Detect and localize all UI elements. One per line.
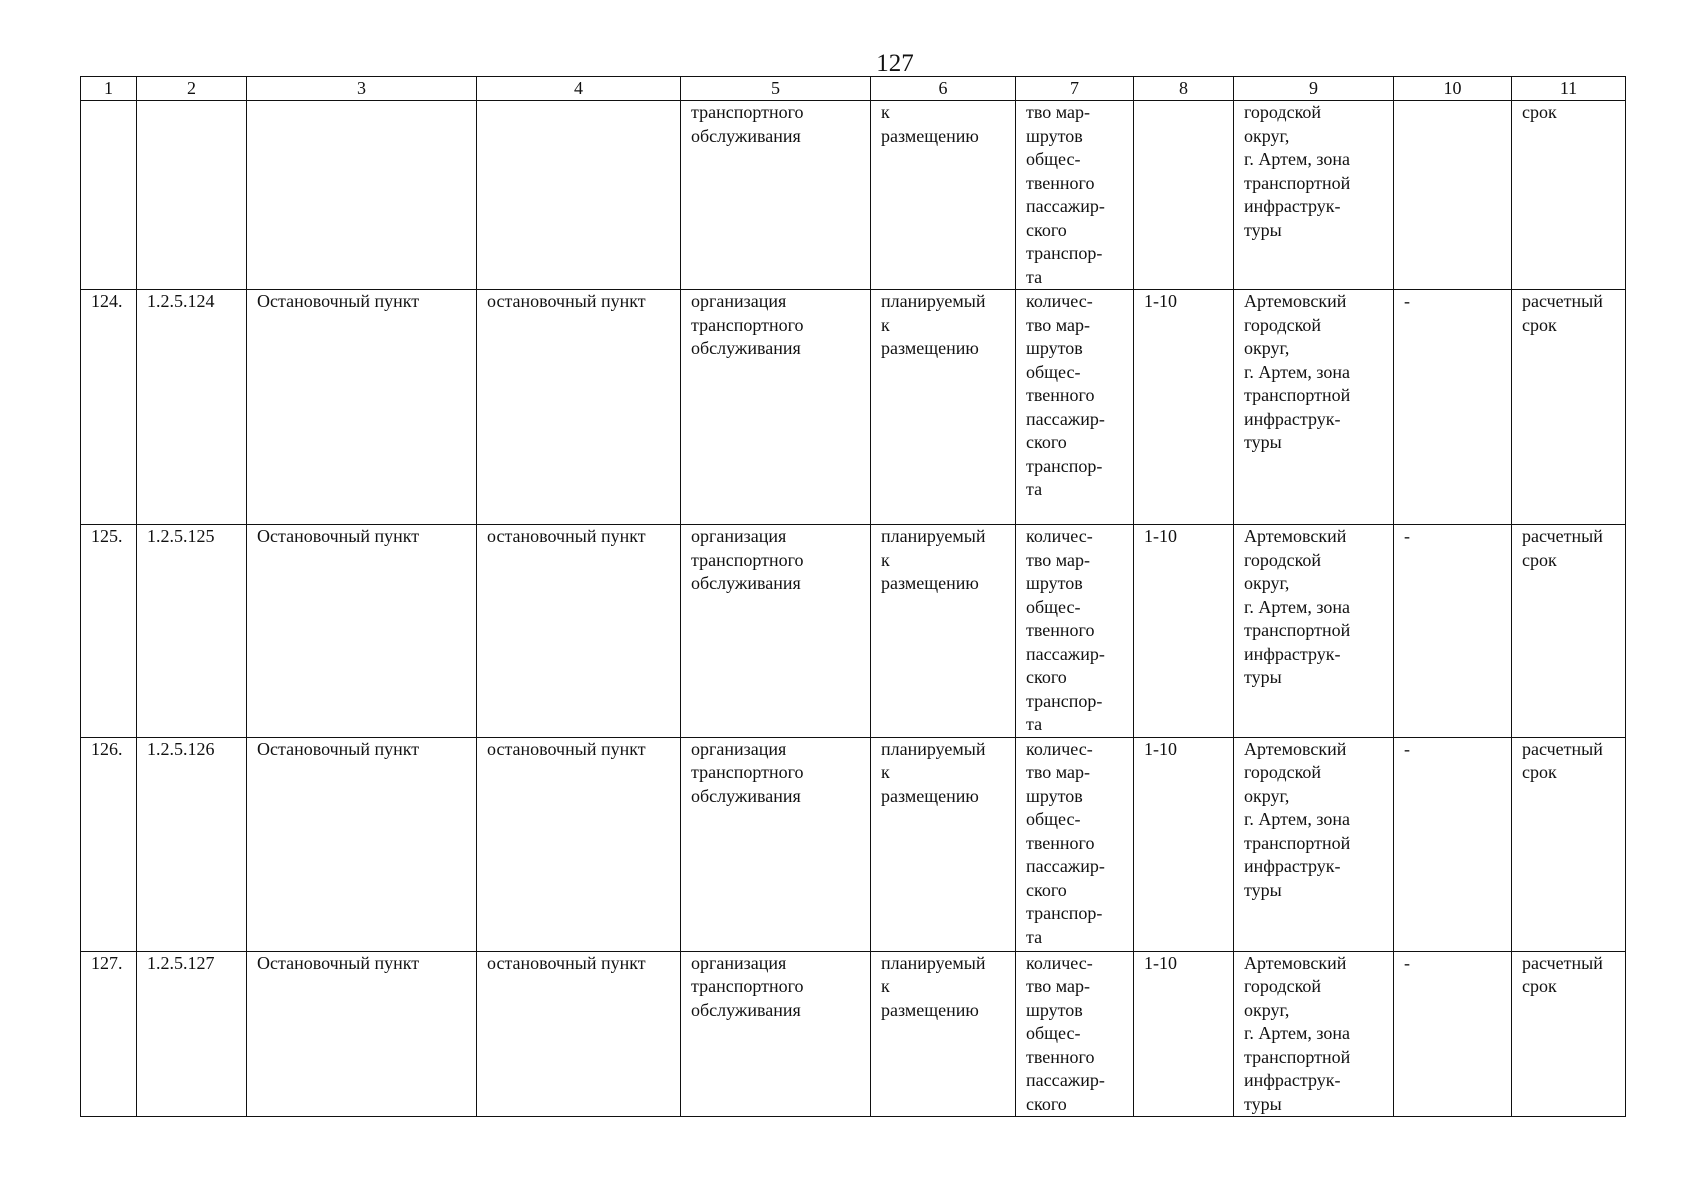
cell-code [137, 525, 247, 738]
cell-text: - [1404, 291, 1410, 311]
column-header-7: 7 [1016, 77, 1134, 101]
cell-term [1512, 951, 1626, 1117]
table-row [81, 290, 1626, 525]
cell-text: остановочный пункт [487, 526, 646, 546]
cell-text: - [1404, 952, 1410, 973]
column-header-1: 1 [81, 77, 137, 101]
cell-text: Остановочный пункт [257, 952, 420, 973]
cell-text: остановочный пункт [487, 952, 646, 973]
table-row [81, 525, 1626, 738]
cell-text: остановочный пункт [487, 291, 646, 311]
cell-text: организация транспортного обслуживания [691, 952, 804, 1020]
cell-text: 1-10 [1144, 291, 1177, 311]
cell-status [871, 525, 1016, 738]
cell-parameter [1016, 290, 1134, 525]
cell-text: расчетный срок [1522, 952, 1603, 996]
cell-purpose [681, 525, 871, 738]
cell-text: Остановочный пункт [257, 526, 420, 546]
cell-purpose [681, 290, 871, 525]
cell-value [1134, 290, 1234, 525]
cell-term [1512, 101, 1626, 290]
cell-text: количес- тво мар- шрутов общес- твенного пассажир- ского транспор- та [1026, 291, 1105, 499]
cell-number [81, 525, 137, 738]
cell-text: количес- тво мар- шрутов общес- твенного пассажир- ского транспор- та [1026, 526, 1105, 734]
cell-zone [1394, 101, 1512, 290]
cell-text: организация транспортного обслуживания [691, 526, 804, 593]
cell-value [1134, 737, 1234, 951]
cell-text: остановочный пункт [487, 738, 646, 759]
cell-status [871, 737, 1016, 951]
column-header-5: 5 [681, 77, 871, 101]
cell-text: планируемый к размещению [881, 291, 986, 358]
page-number: 127 [876, 50, 914, 77]
cell-text: 125. [91, 526, 123, 546]
cell-text: 1.2.5.126 [147, 738, 215, 759]
column-header-9: 9 [1234, 77, 1394, 101]
cell-text: - [1404, 526, 1410, 546]
header-row [81, 77, 1626, 101]
cell-purpose [681, 737, 871, 951]
cell-text: планируемый к размещению [881, 526, 986, 593]
cell-text: 1-10 [1144, 738, 1177, 759]
cell-number [81, 101, 137, 290]
column-header-4: 4 [477, 77, 681, 101]
cell-name [247, 290, 477, 525]
cell-text: городской округ, г. Артем, зона транспортной инфраструк- туры [1244, 102, 1351, 240]
cell-text: 126. [91, 738, 123, 759]
cell-name [247, 101, 477, 290]
cell-status [871, 951, 1016, 1117]
cell-text: срок [1522, 102, 1557, 122]
cell-text: 127. [91, 952, 123, 973]
table-row [81, 951, 1626, 1117]
cell-value [1134, 951, 1234, 1117]
cell-text: 1-10 [1144, 526, 1177, 546]
column-header-11: 11 [1512, 77, 1626, 101]
cell-term [1512, 525, 1626, 738]
data-table [80, 76, 1626, 1117]
cell-purpose [681, 951, 871, 1117]
cell-text: тво мар- шрутов общес- твенного пассажир- ского транспор- та [1026, 102, 1105, 287]
cell-number [81, 290, 137, 525]
cell-code [137, 737, 247, 951]
cell-type [477, 290, 681, 525]
cell-text: Артемовский городской округ, г. Артем, зона транспортной инфраструк- туры [1244, 291, 1351, 452]
cell-term [1512, 290, 1626, 525]
cell-text: организация транспортного обслуживания [691, 738, 804, 806]
cell-zone [1394, 525, 1512, 738]
cell-text: планируемый к размещению [881, 952, 986, 1020]
cell-value [1134, 525, 1234, 738]
cell-status [871, 101, 1016, 290]
cell-location [1234, 525, 1394, 738]
cell-text: Артемовский городской округ, г. Артем, зона транспортной инфраструк- туры [1244, 738, 1351, 900]
cell-text: 1.2.5.124 [147, 291, 215, 311]
cell-text: планируемый к размещению [881, 738, 986, 806]
cell-parameter [1016, 525, 1134, 738]
cell-purpose [681, 101, 871, 290]
cell-code [137, 951, 247, 1117]
cell-type [477, 525, 681, 738]
cell-text: расчетный срок [1522, 291, 1603, 335]
cell-parameter [1016, 737, 1134, 951]
cell-text: 1.2.5.125 [147, 526, 215, 546]
cell-name [247, 737, 477, 951]
cell-location [1234, 951, 1394, 1117]
cell-text: Артемовский городской округ, г. Артем, зона транспортной инфраструк- туры [1244, 526, 1351, 687]
cell-zone [1394, 737, 1512, 951]
cell-type [477, 101, 681, 290]
cell-text: Остановочный пункт [257, 291, 420, 311]
cell-text: количес- тво мар- шрутов общес- твенного пассажир- ского транспор- та [1026, 738, 1105, 947]
cell-text: расчетный срок [1522, 738, 1603, 782]
table-row [81, 737, 1626, 951]
cell-type [477, 951, 681, 1117]
column-header-2: 2 [137, 77, 247, 101]
cell-parameter [1016, 951, 1134, 1117]
cell-location [1234, 290, 1394, 525]
cell-text: 124. [91, 291, 123, 311]
table-row-continued [81, 101, 1626, 290]
column-header-8: 8 [1134, 77, 1234, 101]
cell-value [1134, 101, 1234, 290]
cell-text: 1.2.5.127 [147, 952, 215, 973]
cell-code [137, 101, 247, 290]
cell-parameter [1016, 101, 1134, 290]
cell-number [81, 737, 137, 951]
cell-text: Артемовский городской округ, г. Артем, зона транспортной инфраструк- туры [1244, 952, 1351, 1114]
cell-text: количес- тво мар- шрутов общес- твенного пассажир- ского [1026, 952, 1105, 1114]
column-header-6: 6 [871, 77, 1016, 101]
cell-number [81, 951, 137, 1117]
cell-location [1234, 101, 1394, 290]
cell-location [1234, 737, 1394, 951]
cell-text: к размещению [881, 102, 979, 146]
cell-code [137, 290, 247, 525]
column-header-10: 10 [1394, 77, 1512, 101]
column-header-3: 3 [247, 77, 477, 101]
cell-text: Остановочный пункт [257, 738, 420, 759]
cell-name [247, 951, 477, 1117]
cell-zone [1394, 290, 1512, 525]
cell-text: транспортного обслуживания [691, 102, 804, 146]
cell-text: 1-10 [1144, 952, 1177, 973]
cell-text: - [1404, 738, 1410, 759]
cell-text: организация транспортного обслуживания [691, 291, 804, 358]
cell-term [1512, 737, 1626, 951]
cell-zone [1394, 951, 1512, 1117]
cell-name [247, 525, 477, 738]
cell-type [477, 737, 681, 951]
cell-status [871, 290, 1016, 525]
cell-text: расчетный срок [1522, 526, 1603, 570]
